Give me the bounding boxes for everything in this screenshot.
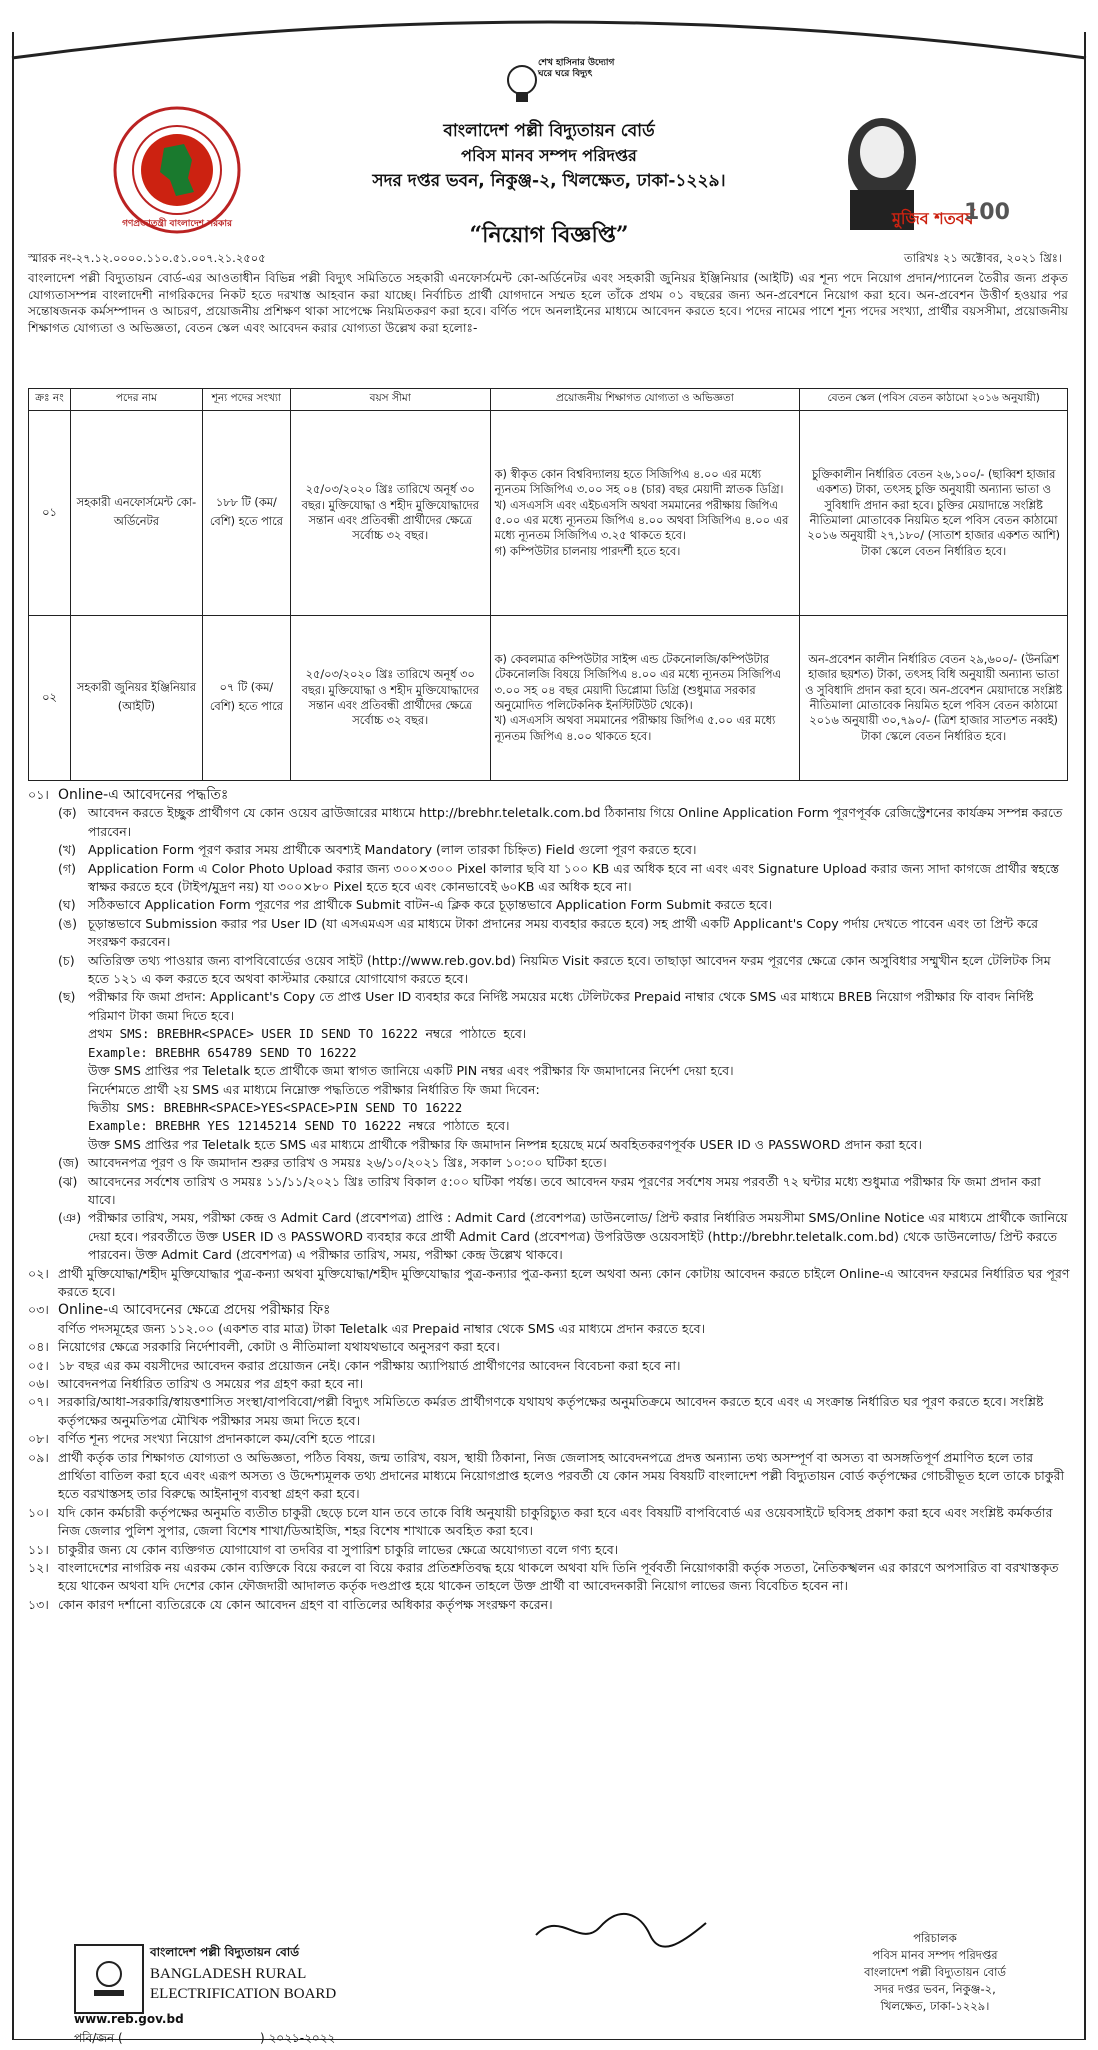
qualification-item: গ) কম্পিউটার চালনায় পারদর্শী হতে হবে। [494, 544, 681, 558]
footer-org-bn: বাংলাদেশ পল্লী বিদ্যুতায়ন বোর্ড [150, 1945, 300, 1959]
qualification-item: খ) এসএসসি অথবা সমমানের পরীক্ষায় জিপিএ ৫.০০ এর মধ্যে ন্যূনতম জিপিএ ৪.০০ থাকতে হবে। [494, 714, 776, 743]
footer-ref-no: পবি/জন ( [74, 2031, 123, 2045]
sign-addr-1: সদর দপ্তর ভবন, নিকুঞ্জ-২, [874, 1982, 996, 1996]
th-age: বয়স সীমা [290, 389, 490, 411]
signature [530, 1905, 710, 1955]
cell-age: ২৫/০৩/২০২০ খ্রিঃ তারিখে অনূর্ধ ৩০ বছর। মুক্তিযোদ্ধা ও শহীদ মুক্তিযোদ্ধাদের সন্তান এবং প্রতিবন্ধী প্রার্থীদের ক্ষেত্রে সর্বোচ্চ ৩২ বছর। [290, 411, 490, 616]
cell-sl: ০২ [29, 616, 71, 781]
vacancy-table [28, 388, 1068, 781]
org-address: সদর দপ্তর ভবন, নিকুঞ্জ-২, খিলক্ষেত, ঢাকা-১২২৯। [372, 171, 726, 191]
qualification-item: খ) এসএসসি এবং এইচএসসি অথবা সমমানের পরীক্ষায় জিপিএ ৫.০০ এর মধ্যে ন্যূনতম জিপিএ ৪.০০ অথবা সিজিপিএ ৪.০০ এর মধ্যে ন্যূনতম সিজিপিএ ৩.২৫ থাকতে হবে। [494, 498, 789, 543]
sms-example-2: Example: BREBHR YES 12145214 SEND TO 16222 নম্বরে পাঠাতে হবে। [88, 1118, 510, 1134]
item-b: Application Form পূরণ করার সময় প্রার্থীকে অবশ্যই Mandatory (লাল তারকা চিহ্নিত) Field গুলো পূরণ করতে হবে। [88, 842, 697, 858]
th-post: পদের নাম [70, 389, 202, 411]
notice-date: তারিখঃ ২১ অক্টোবর, ২০২১ খ্রিঃ। [903, 251, 1062, 265]
cell-sl: ০১ [29, 411, 71, 616]
sms-after-1: উক্ত SMS প্রাপ্তির পর Teletalk হতে প্রার্থীকে জমা স্বাগত জানিয়ে একটি PIN নম্বর এবং পরীক্ষার ফি জমাদানের নির্দেশ দেয়া হবে। [88, 1063, 734, 1079]
clause-05: ১৮ বছর এর কম বয়সীদের আবেদন করার প্রয়োজন নেই। কোন পরীক্ষায় অ্যাপিয়ার্ড প্রার্থীগণের আবেদন বিবেচনা করা হবে না। [58, 1357, 681, 1373]
table-row [29, 411, 1068, 616]
clause-06: আবেদনপত্র নির্ধারিত তারিখ ও সময়ের পর গ্রহণ করা হবে না। [58, 1376, 364, 1391]
clause-09: প্রার্থী কর্তৃক তার শিক্ষাগত যোগ্যতা ও অভিজ্ঞতা, পঠিত বিষয়, জন্ম তারিখ, বয়স, স্থায়ী ঠিকানা, নিজ জেলাসহ আবেদনপত্রে প্রদত্ত অন্যান্য তথ্য অসম্পূর্ণ বা অসত্য বা অসঙ্গতিপূর্ণ প্রমাণিত হলে তার প্রার্থিতা বাতিল করা হবে এবং এরূপ অসত্য ও উদ্দেশ্যমূলক তথ্য প্রদানের মাধ্যমে নিয়োগপ্রাপ্ত হলেও পরবর্তী যে কোন সময় বিষয়টি বাংলাদেশ পল্লী বিদ্যুতায়ন বোর্ড কর্তৃপক্ষের গোচরীভূত হলে তাকে চাকুরী হতে বরখাস্তসহ তার বিরুদ্ধে আইনানুগ ব্যবস্থা গ্রহণ করা হবে। [58, 1449, 1065, 1502]
item-e: চূড়ান্তভাবে Submission করার পর User ID (যা এসএমএস এর মাধ্যমে টাকা প্রদানের সময় ব্যবহার করতে হবে) সহ প্রার্থী একটি Applicant's Copy পর্দায় দেখতে পাবেন এবং তা প্রিন্ট করে সংরক্ষণ করবেন। [88, 915, 1039, 950]
cell-vacancy: ০৭ টি (কম/ বেশি) হতে পারে [202, 616, 290, 781]
cell-post: সহকারী জুনিয়র ইঞ্জিনিয়ার (আইটি) [70, 616, 202, 781]
clause-11: চাকুরীর জন্য যে কোন ব্যক্তিগত যোগাযোগ বা তদবির বা সুপারিশ চাকুরি লাভের ক্ষেত্রে অযোগ্যতা বলে গণ্য হবে। [58, 1541, 619, 1557]
notice-title: “নিয়োগ বিজ্ঞপ্তি” [469, 222, 629, 248]
reb-logo [74, 1944, 144, 2014]
footer-website[interactable]: www.reb.gov.bd [74, 2012, 184, 2026]
tagline-logo [480, 52, 620, 114]
signatory-block [805, 1930, 1065, 2015]
th-sl: ক্রঃ নং [29, 389, 71, 411]
th-vacancy: শূন্য পদের সংখ্যা [202, 389, 290, 411]
sign-dept: পবিস মানব সম্পদ পরিদপ্তর [872, 1948, 998, 1962]
qualification-item: ক) স্বীকৃত কোন বিশ্ববিদ্যালয় হতে সিজিপিএ ৪.০০ এর মধ্যে ন্যূনতম সিজিপিএ ৩.০০ সহ ০৪ (চার) বছর মেয়াদী স্নাতক ডিগ্রি। [494, 467, 784, 497]
sign-org: বাংলাদেশ পল্লী বিদ্যুতায়ন বোর্ড [864, 1965, 1006, 1979]
memo-number: স্মারক নং-২৭.১২.০০০০.১১০.৫১.০০৭.২১.২৫০৫ [28, 251, 266, 265]
org-name: বাংলাদেশ পল্লী বিদ্যুতায়ন বোর্ড [443, 121, 655, 141]
tagline-text: শেখ হাসিনার উদ্যোগ ঘরে ঘরে বিদ্যুৎ [538, 58, 615, 79]
th-qualification: প্রয়োজনীয় শিক্ষাগত যোগ্যতা ও অভিজ্ঞতা [490, 389, 800, 411]
clause-10: যদি কোন কর্মচারী কর্তৃপক্ষের অনুমতি ব্যতীত চাকুরী ছেড়ে চলে যান তবে তাকে বিধি অনুযায়ী চাকুরিচ্যুত করা হবে এবং বিষয়টি বাপবিবোর্ড এর ওয়েবসাইটে ছবিসহ প্রকাশ করা হবে এবং সংশ্লিষ্ট কর্মকর্তার নিজ জেলার পুলিশ সুপার, জেলা বিশেষ শাখা/ডিআইজি, শহর বিশেষ শাখাকে অবহিত করা হবে। [58, 1504, 1053, 1539]
clause-13: কোন কারণ দর্শানো ব্যতিরেকে যে কোন আবেদন গ্রহণ বা বাতিলের অধিকার কর্তৃপক্ষ সংরক্ষণ করেন। [58, 1596, 553, 1612]
footer-org-en-1: BANGLADESH RURAL [150, 1966, 307, 1982]
instructions-section: ০১। Online-এ আবেদনের পদ্ধতিঃ (ক) আবেদন করতে ইচ্ছুক প্রার্থীগণ যে কোন ওয়েব ব্রাউজারের মাধ্যমে http://brebhr.teletalk.com.bd ঠিকানায় গিয়ে Online Application Form পূরণপূর্বক রেজিস্ট্রেশনের কার্যক্রম সম্পন্ন করতে পারবেন। (খ) Application Form পূরণ করার সময় প্রার্থীকে অবশ্যই Mandatory (লাল তারকা চিহ্নিত) Field গুলো পূরণ করতে হবে। (গ) Application Form এ Color Photo Upload করার জন্য ৩০০×৩০০ Pixel কালার ছবি যা ১০০ KB এর অধিক হবে না এবং এবং Signature Upload করার জন্য সাদা কাগজে প্রার্থীর স্বহস্তে স্বাক্ষর করতে হবে (টাইপ/মুদ্রণ নয়) যা ৩০০×৮০ Pixel হতে হবে এবং কোনভাবেই ৬০KB এর অধিক হবে না। (ঘ) সঠিকভাবে Application Form পূরণের পর প্রার্থীকে Submit বাটন-এ ক্লিক করে চূড়ান্তভাবে Application Form Submit করতে হবে। (ঙ) চূড়ান্তভাবে Submission করার পর User ID (যা এসএমএস এর মাধ্যমে টাকা প্রদানের সময় ব্যবহার করতে হবে) সহ প্রার্থী একটি Applicant's Copy পর্দায় দেখতে পাবেন এবং তা প্রিন্ট করে সংরক্ষণ করবেন। (চ) অতিরিক্ত তথ্য পাওয়ার জন্য বাপবিবোর্ডের ওয়েব সাইট (http://www.reb.gov.bd) নিয়মিত Visit করতে হবে। তাছাড়া আবেদন ফরম পূরণের ক্ষেত্রে কোন অসুবিধার সম্মুখীন হলে টেলিটক সিম হতে ১২১ এ কল করতে হবে অথবা কাস্টমার কেয়ারে যোগাযোগ করতে হবে। (ছ) পরীক্ষার ফি জমা প্রদান: Applicant's Copy তে প্রাপ্ত User ID ব্যবহার করে নির্দিষ্ট সময়ের মধ্যে টেলিটকের Prepaid নাম্বার থেকে SMS এর মাধ্যমে BREB নিয়োগ পরীক্ষার ফি বাবদ নির্দিষ্ট পরিমাণ টাকা জমা দিতে হবে। প্রথম SMS: BREBHR<SPACE> USER ID SEND TO 16222 নম্বরে পাঠাতে হবে। Example: BREBHR 654789 SEND TO 16222 উক্ত SMS প্রাপ্তির পর Teletalk হতে প্রার্থীকে জমা স্বাগত জানিয়ে একটি PIN নম্বর এবং পরীক্ষার ফি জমাদানের নির্দেশ দেয়া হবে। নির্দেশমতে প্রার্থী ২য় SMS এর মাধ্যমে নিম্নোক্ত পদ্ধতিতে পরীক্ষার নির্ধারিত ফি জমা দিবেন: দ্বিতীয় SMS: BREBHR<SPACE>YES<SPACE>PIN SEND TO 16222 Example: BREBHR YES 12145214 SEND TO 16222 নম্বরে পাঠাতে হবে। উক্ত SMS প্রাপ্তির পর Teletalk হতে SMS এর মাধ্যমে প্রার্থীকে পরীক্ষার ফি জমাদান নিষ্পন্ন হয়েছে মর্মে অবহিতকরণপূর্বক USER ID ও PASSWORD প্রদান করা হবে। (জ) আবেদনপত্র পূরণ ও ফি জমাদান শুরুর তারিখ ও সময়ঃ ২৬/১০/২০২১ খ্রিঃ, সকাল ১০:০০ ঘটিকা হতে। (ঝ) আবেদনের সর্বশেষ তারিখ ও সময়ঃ ১১/১১/২০২১ খ্রিঃ তারিখ বিকাল ৫:০০ ঘটিকা পর্যন্ত। তবে আবেদন ফরম পূরণের সর্বশেষ সময় পরবর্তী ৭২ ঘন্টার মধ্যে শুধুমাত্র পরীক্ষার ফি জমা প্রদান করা যাবে। (ঞ) পরীক্ষার তারিখ, সময়, পরীক্ষা কেন্দ্র ও Admit Card (প্রবেশপত্র) প্রাপ্তি : Admit Card (প্রবেশপত্র) ডাউনলোড/ প্রিন্ট করার নির্ধারিত সময়সীমা SMS/Online Notice এর মাধ্যমে প্রার্থীকে জানিয়ে দেয়া হবে। পরবর্তীতে উক্ত USER ID ও PASSWORD ব্যবহার করে প্রার্থী Admit Card (প্রবেশপত্র) উপরিউক্ত ওয়েবসাইট (http://brebhr.teletalk.com.bd) থেকে ডাউনলোড/ প্রিন্ট করতে পারবেন। উক্ত Admit Card (প্রবেশপত্র) এ পরীক্ষার তারিখ, সময়, পরীক্ষা কেন্দ্র উল্লেখ থাকবে। ০২। প্রার্থী মুক্তিযোদ্ধা/শহীদ মুক্তিযোদ্ধার পুত্র-কন্যা অথবা মুক্তিযোদ্ধা/শহীদ মুক্তিযোদ্ধার পুত্র-কন্যার পুত্র-কন্যা হলে অথবা অন্য কোন কোটায় আবেদন করতে চাইলে Online-এ আবেদন ফরমের নির্ধারিত ঘর পূরণ করতে হবে। ০৩। Online-এ আবেদনের ক্ষেত্রে প্রদেয় পরীক্ষার ফিঃ বর্ণিত পদসমূহের জন্য ১১২.০০ (একশত বার মাত্র) টাকা Teletalk এর Prepaid নাম্বার থেকে SMS এর মাধ্যমে প্রদান করতে হবে। ০৪। নিয়োগের ক্ষেত্রে সরকারি নির্দেশাবলী, কোটা ও নীতিমালা যথাযথভাবে অনুসরণ করা হবে। ০৫। ১৮ বছর এর কম বয়সীদের আবেদন করার প্রয়োজন নেই। কোন পরীক্ষায় অ্যাপিয়ার্ড প্রার্থীগণের আবেদন বিবেচনা করা হবে না। ০৬। আবেদনপত্র নির্ধারিত তারিখ ও সময়ের পর গ্রহণ করা হবে না। ০৭। সরকারি/আধা-সরকারি/স্বায়ত্তশাসিত সংস্থা/বাপবিবো/পল্লী বিদ্যুৎ সমিতিতে কর্মরত প্রার্থীগণকে যথাযথ কর্তৃপক্ষের অনুমতিক্রমে আবেদন করতে হবে এবং এ সংক্রান্ত নির্ধারিত ঘর পূরণ করতে হবে। সংশ্লিষ্ট কর্তৃপক্ষের অনুমতিপত্র মৌখিক পরীক্ষার সময় জমা দিতে হবে। ০৮। বর্ণিত শূন্য পদের সংখ্যা নিয়োগ প্রদানকালে কম/বেশি হতে পারে। ০৯। প্রার্থী কর্তৃক তার শিক্ষাগত যোগ্যতা ও অভিজ্ঞতা, পঠিত বিষয়, জন্ম তারিখ, বয়স, স্থায়ী ঠিকানা, নিজ জেলাসহ আবেদনপত্রে প্রদত্ত অন্যান্য তথ্য অসম্পূর্ণ বা অসত্য বা অসঙ্গতিপূর্ণ প্রমাণিত হলে তার প্রার্থিতা বাতিল করা হবে এবং এরূপ অসত্য ও উদ্দেশ্যমূলক তথ্য প্রদানের মাধ্যমে নিয়োগপ্রাপ্ত হলেও পরবর্তী যে কোন সময় বিষয়টি বাংলাদেশ পল্লী বিদ্যুতায়ন বোর্ড কর্তৃপক্ষের গোচরীভূত হলে তাকে চাকুরী হতে বরখাস্তসহ তার বিরুদ্ধে আইনানুগ ব্যবস্থা গ্রহণ করা হবে। ১০। যদি কোন কর্মচারী কর্তৃপক্ষের অনুমতি ব্যতীত চাকুরী ছেড়ে চলে যান তবে তাকে বিধি অনুযায়ী চাকুরিচ্যুত করা হবে এবং বিষয়টি বাপবিবোর্ড এর ওয়েবসাইটে ছবিসহ প্রকাশ করা হবে এবং সংশ্লিষ্ট কর্মকর্তার নিজ জেলার পুলিশ সুপার, জেলা বিশেষ শাখা/ডিআইজি, শহর বিশেষ শাখাকে অবহিত করা হবে। ১১। চাকুরীর জন্য যে কোন ব্যক্তিগত যোগাযোগ বা তদবির বা সুপারিশ চাকুরি লাভের ক্ষেত্রে অযোগ্যতা বলে গণ্য হবে। ১২। বাংলাদেশের নাগরিক নয় এরকম কোন ব্যক্তিকে বিয়ে করলে বা বিয়ে করার প্রতিশ্রুতিবদ্ধ হয়ে থাকলে অথবা যদি তিনি পূর্ববর্তী নিয়োগকারী কর্তৃক সততা, নৈতিকস্খলন এর কারণে অপসারিত বা বরখাস্তকৃত হয়ে থাকেন অথবা যদি দেশের কোন ফৌজদারী আদালত কর্তৃক দণ্ডপ্রাপ্ত হয়ে থাকেন তাহলে উক্ত প্রার্থী বা আবেদনকারী নিয়োগ লাভের জন্য বিবেচিত হবেন না। ১৩। কোন কারণ দর্শানো ব্যতিরেকে যে কোন আবেদন গ্রহণ বা বাতিলের অধিকার কর্তৃপক্ষ সংরক্ষণ করেন। [28, 786, 1072, 1614]
cell-salary: অন-প্রবেশন কালীন নির্ধারিত বেতন ২৯,৬০০/- (উনত্রিশ হাজার ছয়শত) টাকা, তৎসহ বিধি অনুযায়ী অন্যান্য ভাতা ও সুবিধাদি প্রদান করা হবে। অন-প্রবেশন মেয়াদান্তে সংশ্লিষ্ট নীতিমালা মোতাবেক নিয়মিত হলে পবিস বেতন কাঠামো ২০১৬ অনুযায়ী ৩০,৭৯০/- (ত্রিশ হাজার সাতশত নব্বই) টাকা স্কেলে বেতন নির্ধারিত হবে। [800, 616, 1068, 781]
item-d: সঠিকভাবে Application Form পূরণের পর প্রার্থীকে Submit বাটন-এ ক্লিক করে চূড়ান্তভাবে Application Form Submit করতে হবে। [88, 897, 773, 913]
footer-ref-year: ) ২০২১-২০২২ [260, 2031, 336, 2045]
item-g: পরীক্ষার ফি জমা প্রদান: Applicant's Copy তে প্রাপ্ত User ID ব্যবহার করে নির্দিষ্ট সময়ের মধ্যে টেলিটকের Prepaid নাম্বার থেকে SMS এর মাধ্যমে BREB নিয়োগ পরীক্ষার ফি বাবদ নির্দিষ্ট পরিমাণ টাকা জমা দিতে হবে। [88, 989, 1034, 1023]
item-f: অতিরিক্ত তথ্য পাওয়ার জন্য বাপবিবোর্ডের ওয়েব সাইট (http://www.reb.gov.bd) নিয়মিত Visit করতে হবে। তাছাড়া আবেদন ফরম পূরণের ক্ষেত্রে কোন অসুবিধার সম্মুখীন হলে টেলিটক সিম হতে ১২১ এ কল করতে হবে অথবা কাস্টমার কেয়ারে যোগাযোগ করতে হবে। [88, 952, 1051, 987]
sign-title: পরিচালক [913, 1931, 957, 1945]
mujib-logo-number: 100 [964, 200, 1010, 225]
table-row [29, 616, 1068, 781]
footer-org-en-2: ELECTRIFICATION BOARD [150, 1986, 337, 2002]
item-j: পরীক্ষার তারিখ, সময়, পরীক্ষা কেন্দ্র ও Admit Card (প্রবেশপত্র) প্রাপ্তি : Admit Card (প্রবেশপত্র) ডাউনলোড/ প্রিন্ট করার নির্ধারিত সময়সীমা SMS/Online Notice এর মাধ্যমে প্রার্থীকে জানিয়ে দেয়া হবে। পরবর্তীতে উক্ত USER ID ও PASSWORD ব্যবহার করে প্রার্থী Admit Card (প্রবেশপত্র) উপরিউক্ত ওয়েবসাইট (http://brebhr.teletalk.com.bd) থেকে ডাউনলোড/ প্রিন্ট করতে পারবেন। উক্ত Admit Card (প্রবেশপত্র) এ পরীক্ষার তারিখ, সময়, পরীক্ষা কেন্দ্র উল্লেখ থাকবে। [88, 1210, 1068, 1263]
cell-post: সহকারী এনফোর্সমেন্ট কো-অর্ডিনেটর [70, 411, 202, 616]
clause-04: নিয়োগের ক্ষেত্রে সরকারি নির্দেশাবলী, কোটা ও নীতিমালা যথাযথভাবে অনুসরণ করা হবে। [58, 1339, 500, 1355]
cell-vacancy: ১৮৮ টি (কম/ বেশি) হতে পারে [202, 411, 290, 616]
item-h: আবেদনপত্র পূরণ ও ফি জমাদান শুরুর তারিখ ও সময়ঃ ২৬/১০/২০২১ খ্রিঃ, সকাল ১০:০০ ঘটিকা হতে। [88, 1155, 607, 1171]
item-i: আবেদনের সর্বশেষ তারিখ ও সময়ঃ ১১/১১/২০২১ খ্রিঃ তারিখ বিকাল ৫:০০ ঘটিকা পর্যন্ত। তবে আবেদন ফরম পূরণের সর্বশেষ সময় পরবর্তী ৭২ ঘন্টার মধ্যে শুধুমাত্র পরীক্ষার ফি জমা প্রদান করা যাবে। [88, 1173, 1041, 1207]
sms-second: দ্বিতীয় SMS: BREBHR<SPACE>YES<SPACE>PIN SEND TO 16222 [88, 1099, 463, 1115]
clause-08: বর্ণিত শূন্য পদের সংখ্যা নিয়োগ প্রদানকালে কম/বেশি হতে পারে। [58, 1431, 376, 1447]
cell-qualification [490, 616, 800, 781]
intro-paragraph: বাংলাদেশ পল্লী বিদ্যুতায়ন বোর্ড-এর আওতাধীন বিভিন্ন পল্লী বিদ্যুৎ সমিতিতে সহকারী এনফোর্সমেন্ট কো-অর্ডিনেটর এবং সহকারী জুনিয়র ইঞ্জিনিয়ার (আইটি) এর শূন্য পদে নিয়োগ প্রদান/প্যানেল তৈরীর জন্য প্রকৃত যোগ্যতাসম্পন্ন বাংলাদেশী নাগরিকদের নিকট হতে দরখাস্ত আহবান করা যাচ্ছে। নির্বাচিত প্রার্থী যোগদানে সম্মত হলে তাঁকে প্রথম ০১ বছরের জন্য অন-প্রবেশনে নিয়োগ করা হবে। অন-প্রবেশন উত্তীর্ণ হওয়ার পর সন্তোষজনক কর্মসম্পাদন ও আচরণ, প্রয়োজনীয় প্রশিক্ষণ থাকা সাপেক্ষে নিয়মিতকরণ করা হবে। বর্ণিত পদে অনলাইনের মাধ্যমে আবেদন করতে হবে। পদের নামের পাশে শূন্য পদের সংখ্যা, প্রার্থীর বয়সসীমা, প্রয়োজনীয় শিক্ষাগত যোগ্যতা ও অভিজ্ঞতা, বেতন স্কেল এবং আবেদন করার যোগ্যতা উল্লেখ করা হলোঃ- [28, 271, 1068, 335]
cell-salary: চুক্তিকালীন নির্ধারিত বেতন ২৬,১০০/- (ছাব্বিশ হাজার একশত) টাকা, তৎসহ চুক্তি অনুযায়ী অন্যান্য ভাতা ও সুবিধাদি প্রদান করা হবে। চুক্তির মেয়াদান্তে সংশ্লিষ্ট নীতিমালা মোতাবেক নিয়মিত হলে পবিস বেতন কাঠামো ২০১৬ অনুযায়ী ২৭,১৮০/ (সাতাশ হাজার একশত আশি) টাকা স্কেলে বেতন নির্ধারিত হবে। [800, 411, 1068, 616]
mujib-logo-text: মুজিব শতবর্ষ [892, 209, 974, 228]
item-a: আবেদন করতে ইচ্ছুক প্রার্থীগণ যে কোন ওয়েব ব্রাউজারের মাধ্যমে http://brebhr.teletalk.com.bd ঠিকানায় গিয়ে Online Application Form পূরণপূর্বক রেজিস্ট্রেশনের কার্যক্রম সম্পন্ন করতে পারবেন। [88, 805, 1063, 839]
cell-qualification [490, 411, 800, 616]
department-name: পবিস মানব সম্পদ পরিদপ্তর [461, 146, 637, 165]
clause-12: বাংলাদেশের নাগরিক নয় এরকম কোন ব্যক্তিকে বিয়ে করলে বা বিয়ে করার প্রতিশ্রুতিবদ্ধ হয়ে থাকলে অথবা যদি তিনি পূর্ববর্তী নিয়োগকারী কর্তৃক সততা, নৈতিকস্খলন এর কারণে অপসারিত বা বরখাস্তকৃত হয়ে থাকেন অথবা যদি দেশের কোন ফৌজদারী আদালত কর্তৃক দণ্ডপ্রাপ্ত হয়ে থাকেন তাহলে উক্ত প্রার্থী বা আবেদনকারী নিয়োগ লাভের জন্য বিবেচিত হবেন না। [58, 1560, 1059, 1594]
sign-addr-2: খিলক্ষেত, ঢাকা-১২২৯। [880, 1999, 990, 2013]
emblem-text: গণপ্রজাতন্ত্রী বাংলাদেশ সরকার [122, 219, 232, 229]
clause-07: সরকারি/আধা-সরকারি/স্বায়ত্তশাসিত সংস্থা/বাপবিবো/পল্লী বিদ্যুৎ সমিতিতে কর্মরত প্রার্থীগণকে যথাযথ কর্তৃপক্ষের অনুমতিক্রমে আবেদন করতে হবে এবং এ সংক্রান্ত নির্ধারিত ঘর পূরণ করতে হবে। সংশ্লিষ্ট কর্তৃপক্ষের অনুমতিপত্র মৌখিক পরীক্ষার সময় জমা দিতে হবে। [58, 1394, 1044, 1428]
sms-instruction-2: নির্দেশমতে প্রার্থী ২য় SMS এর মাধ্যমে নিম্নোক্ত পদ্ধতিতে পরীক্ষার নির্ধারিত ফি জমা দিবেন: [88, 1081, 540, 1097]
qualification-item: ক) কেবলমাত্র কম্পিউটার সাইন্স এন্ড টেকনোলজি/কম্পিউটার টেকনোলজি বিষয়ে সিজিপিএ ৪.০০ এর মধ্যে ন্যূনতম সিজিপিএ ৩.০০ সহ ০৪ বছর মেয়াদী ডিপ্লোমা ডিগ্রি (শুধুমাত্র সরকার অনুমোদিত পলিটেকনিক ইনস্টিটিউট থেকে)। [494, 652, 782, 712]
sms-example-1: Example: BREBHR 654789 SEND TO 16222 [88, 1044, 357, 1060]
item-c: Application Form এ Color Photo Upload করার জন্য ৩০০×৩০০ Pixel কালার ছবি যা ১০০ KB এর অধিক হবে না এবং এবং Signature Upload করার জন্য সাদা কাগজে প্রার্থীর স্বহস্তে স্বাক্ষর করতে হবে (টাইপ/মুদ্রণ নয়) যা ৩০০×৮০ Pixel হতে হবে এবং কোনভাবেই ৬০KB এর অধিক হবে না। [88, 860, 1060, 895]
clause-02: প্রার্থী মুক্তিযোদ্ধা/শহীদ মুক্তিযোদ্ধার পুত্র-কন্যা অথবা মুক্তিযোদ্ধা/শহীদ মুক্তিযোদ্ধার পুত্র-কন্যার পুত্র-কন্যা হলে অথবা অন্য কোন কোটায় আবেদন করতে চাইলে Online-এ আবেদন ফরমের নির্ধারিত ঘর পূরণ করতে হবে। [58, 1265, 1070, 1299]
clause-03-body: বর্ণিত পদসমূহের জন্য ১১২.০০ (একশত বার মাত্র) টাকা Teletalk এর Prepaid নাম্বার থেকে SMS এর মাধ্যমে প্রদান করতে হবে। [58, 1320, 706, 1336]
table-header-row [29, 389, 1068, 411]
clause-03-title: Online-এ আবেদনের ক্ষেত্রে প্রদেয় পরীক্ষার ফিঃ [58, 1302, 331, 1319]
cell-age: ২৫/০৩/২০২০ খ্রিঃ তারিখে অনূর্ধ ৩০ বছর। মুক্তিযোদ্ধা ও শহীদ মুক্তিযোদ্ধাদের সন্তান এবং প্রতিবন্ধী প্রার্থীদের ক্ষেত্রে সর্বোচ্চ ৩২ বছর। [290, 616, 490, 781]
sms-first: প্রথম SMS: BREBHR<SPACE> USER ID SEND TO 16222 নম্বরে পাঠাতে হবে। [88, 1026, 527, 1042]
s01-title: Online-এ আবেদনের পদ্ধতিঃ [58, 787, 229, 803]
sms-after-2: উক্ত SMS প্রাপ্তির পর Teletalk হতে SMS এর মাধ্যমে প্রার্থীকে পরীক্ষার ফি জমাদান নিষ্পন্ন হয়েছে মর্মে অবহিতকরণপূর্বক USER ID ও PASSWORD প্রদান করা হবে। [88, 1136, 923, 1152]
th-salary: বেতন স্কেল (পবিস বেতন কাঠামো ২০১৬ অনুযায়ী) [800, 389, 1068, 411]
